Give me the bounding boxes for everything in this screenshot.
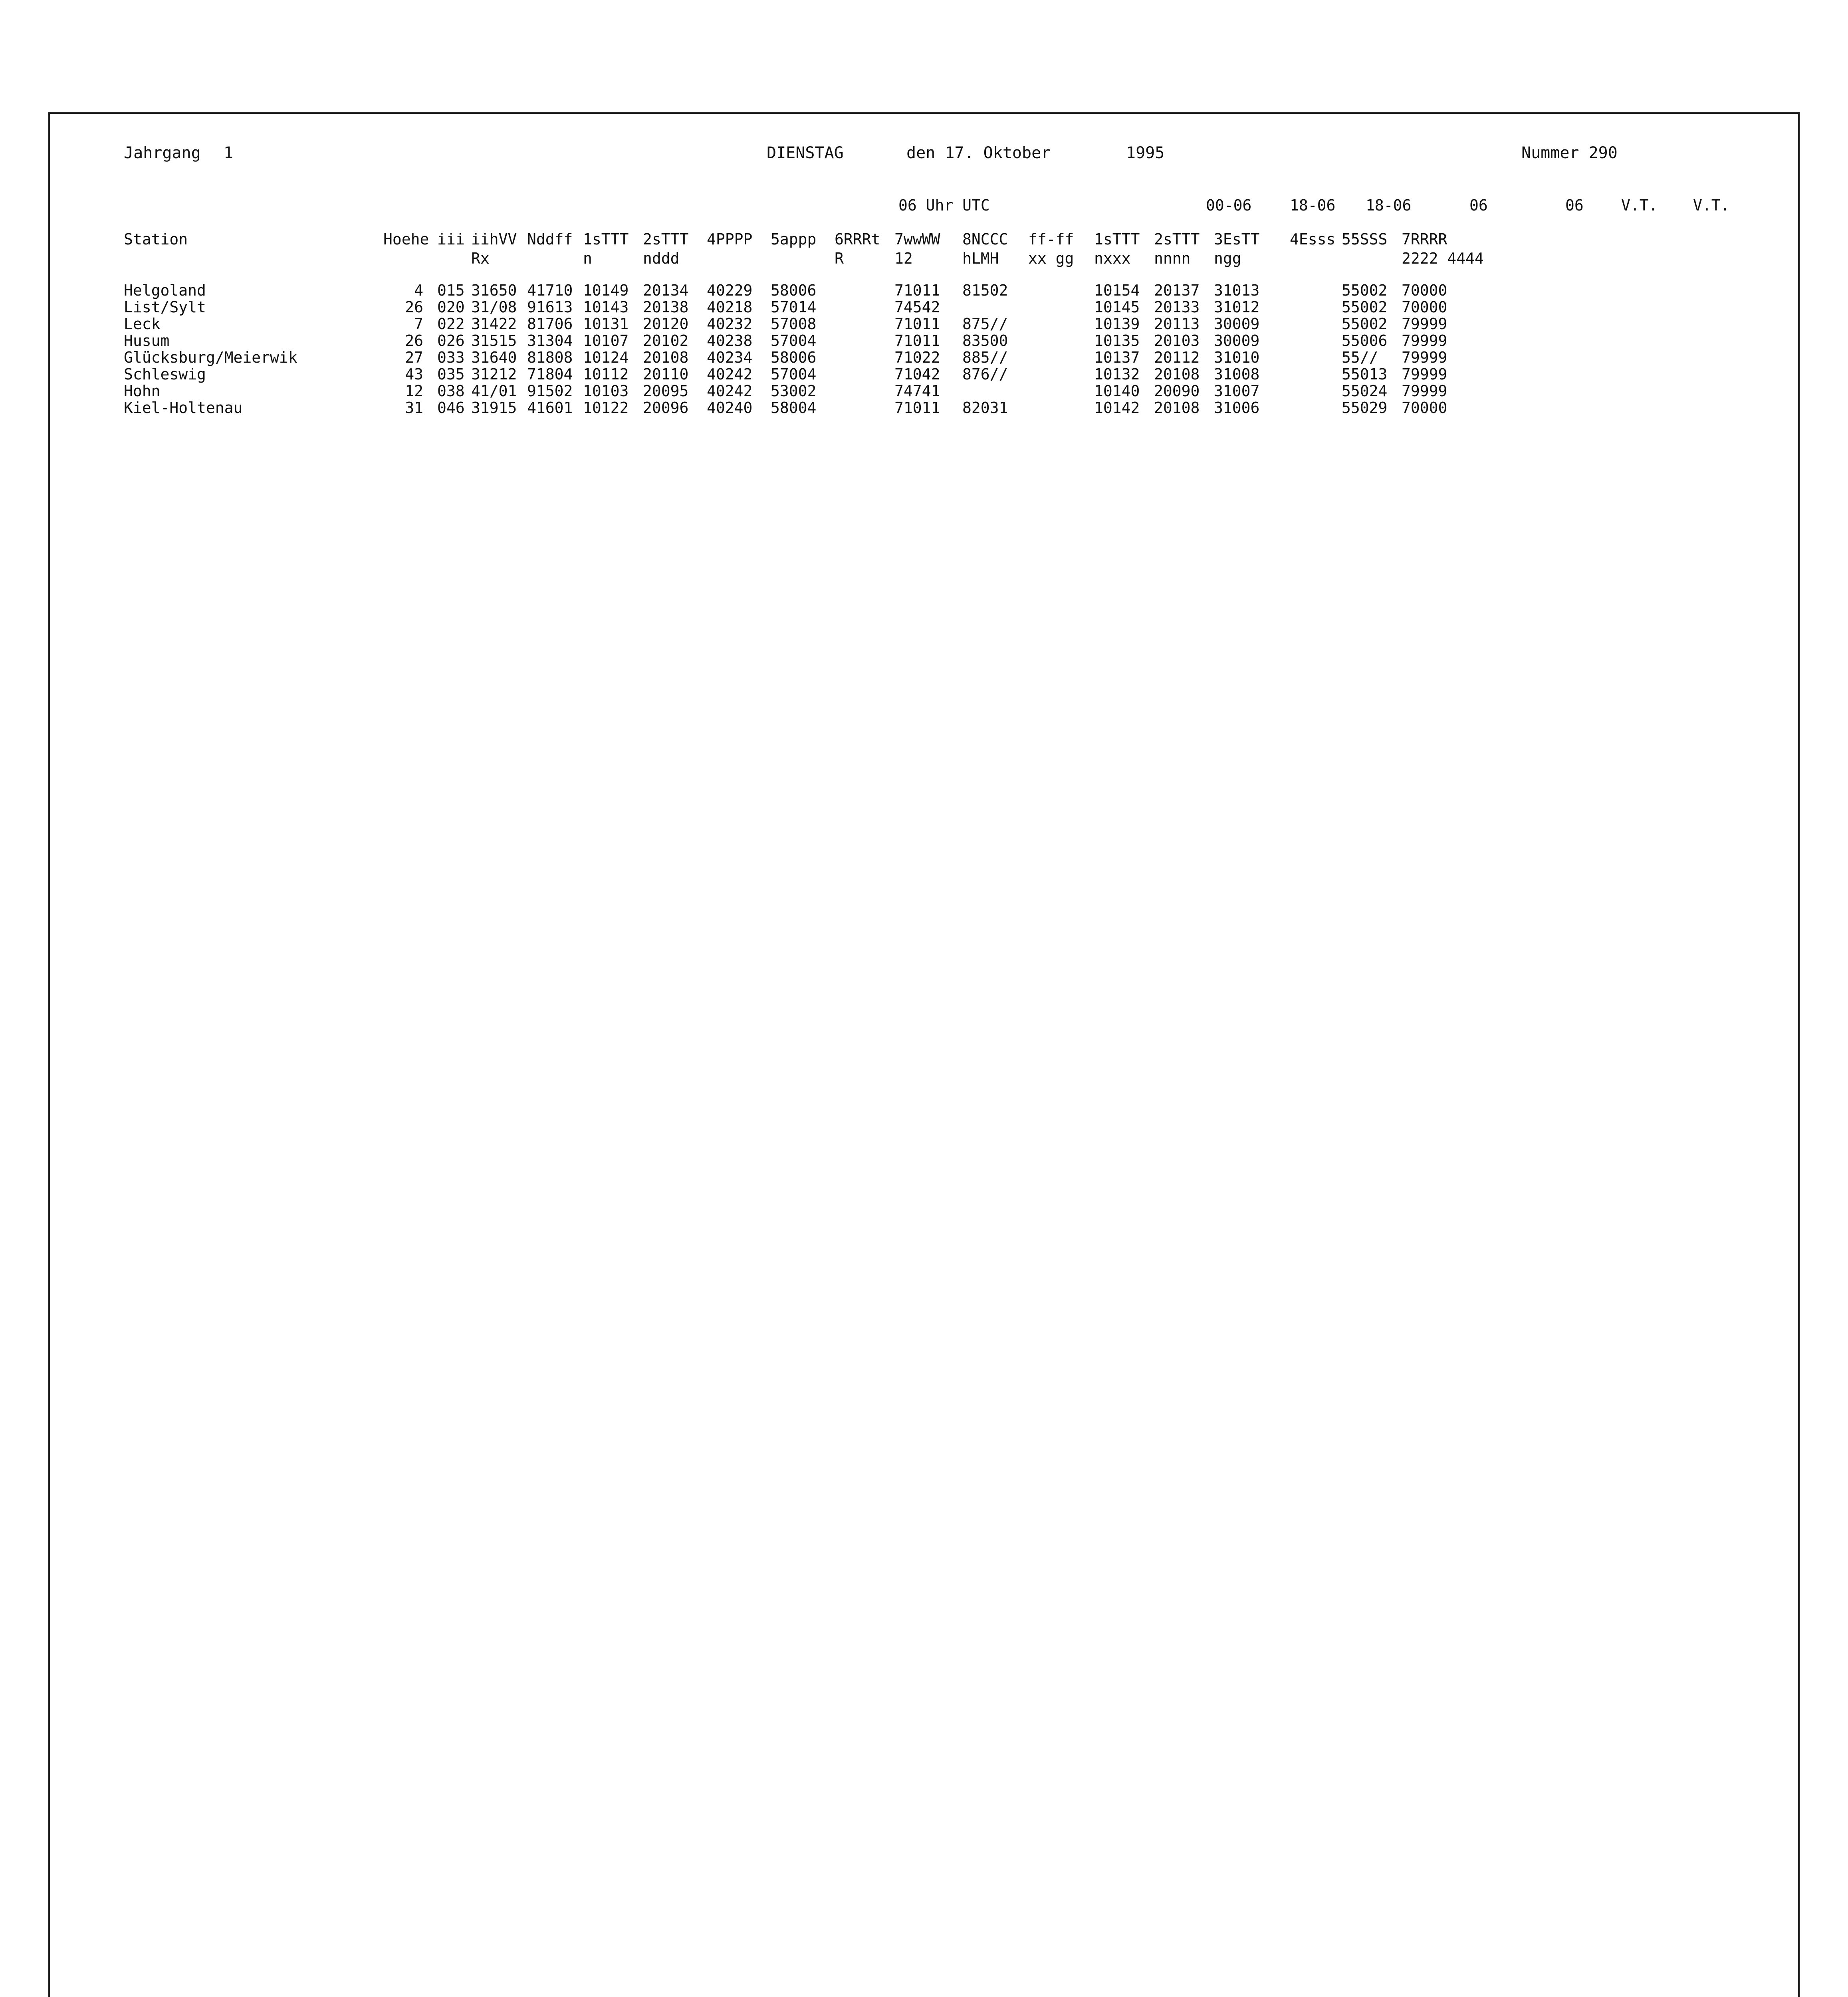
cell-a5: 53002 [771,382,817,400]
cell-t1b: 10135 [1094,332,1140,349]
cell-t1: 10124 [583,349,629,366]
cell-e3: 31013 [1214,282,1260,299]
column-heading: 1sTTT n [583,230,629,267]
date: den 17. Oktober [906,144,1051,162]
cell-w7: 71011 [894,282,940,299]
cell-t1: 10103 [583,382,629,400]
column-heading: Hoehe [383,230,429,248]
cell-t2: 20108 [643,349,689,366]
cell-e3: 31012 [1214,298,1260,316]
cell-p4: 40242 [707,365,753,383]
time-line: 06 Uhr UTC [898,197,990,214]
cell-r7: 79999 [1402,349,1447,366]
cell-t2b: 20133 [1154,298,1200,316]
cell-t2: 20096 [643,399,689,417]
cell-nddff: 81706 [527,315,573,333]
cell-n8: 83500 [962,332,1008,349]
weekday: DIENSTAG [767,144,844,162]
cell-t2: 20095 [643,382,689,400]
cell-nddff: 91613 [527,298,573,316]
column-heading: 2sTTT nnnn [1154,230,1200,267]
column-heading: 8NCCC hLMH [962,230,1008,267]
issue-number: Nummer 290 [1521,144,1618,162]
cell-w7: 71011 [894,399,940,417]
cell-iii: 038 [437,382,465,400]
station-name: Leck [124,315,161,333]
column-heading: 7RRRR 2222 4444 [1402,230,1484,267]
column-heading: 55SSS [1342,230,1388,248]
cell-a5: 57004 [771,365,817,383]
cell-s55: 55024 [1342,382,1388,400]
cell-a5: 57004 [771,332,817,349]
column-heading: ff-ff xx gg [1028,230,1074,267]
cell-r7: 79999 [1402,315,1447,333]
station-name: Helgoland [124,282,206,299]
cell-iihvv: 31212 [471,365,517,383]
cell-t1b: 10132 [1094,365,1140,383]
cell-iii: 015 [437,282,465,299]
column-heading: 1sTTT nxxx [1094,230,1140,267]
year: 1995 [1126,144,1165,162]
cell-t1: 10107 [583,332,629,349]
cell-a5: 57008 [771,315,817,333]
cell-r7: 70000 [1402,298,1447,316]
cell-t2b: 20113 [1154,315,1200,333]
cell-p4: 40242 [707,382,753,400]
cell-t2b: 20090 [1154,382,1200,400]
cell-p4: 40240 [707,399,753,417]
cell-hoehe: 31 [405,399,423,417]
cell-nddff: 41601 [527,399,573,417]
cell-r7: 79999 [1402,365,1447,383]
cell-t2b: 20103 [1154,332,1200,349]
cell-iihvv: 31515 [471,332,517,349]
period-label: 06 [1565,197,1584,214]
cell-t2b: 20108 [1154,365,1200,383]
cell-t2: 20138 [643,298,689,316]
cell-nddff: 41710 [527,282,573,299]
cell-p4: 40238 [707,332,753,349]
cell-t2b: 20112 [1154,349,1200,366]
period-label: V.T. [1621,197,1658,214]
cell-s55: 55029 [1342,399,1388,417]
column-heading: iii [437,230,465,248]
cell-s55: 55002 [1342,298,1388,316]
cell-p4: 40232 [707,315,753,333]
station-name: Schleswig [124,365,206,383]
cell-n8: 885// [962,349,1008,366]
cell-r7: 70000 [1402,399,1447,417]
station-name: Husum [124,332,170,349]
cell-iihvv: 31422 [471,315,517,333]
cell-w7: 74741 [894,382,940,400]
station-name: Glücksburg/Meierwik [124,349,297,366]
cell-w7: 74542 [894,298,940,316]
cell-w7: 71011 [894,332,940,349]
cell-hoehe: 12 [405,382,423,400]
column-heading: 7wwWW 12 [894,230,940,267]
cell-e3: 31007 [1214,382,1260,400]
cell-s55: 55013 [1342,365,1388,383]
cell-e3: 30009 [1214,332,1260,349]
cell-iii: 022 [437,315,465,333]
jahrgang-label: Jahrgang [124,144,201,162]
period-label: V.T. [1693,197,1730,214]
cell-t1: 10112 [583,365,629,383]
cell-hoehe: 43 [405,365,423,383]
column-heading: 4PPPP [707,230,753,248]
period-label: 00-06 [1206,197,1252,214]
column-heading: Station [124,230,188,248]
cell-e3: 31010 [1214,349,1260,366]
cell-n8: 82031 [962,399,1008,417]
cell-hoehe: 4 [414,282,423,299]
period-label: 06 [1469,197,1488,214]
cell-t1b: 10137 [1094,349,1140,366]
cell-nddff: 71804 [527,365,573,383]
cell-n8: 81502 [962,282,1008,299]
cell-hoehe: 26 [405,298,423,316]
cell-w7: 71011 [894,315,940,333]
cell-hoehe: 27 [405,349,423,366]
cell-iihvv: 31650 [471,282,517,299]
cell-p4: 40229 [707,282,753,299]
column-heading: Nddff [527,230,573,248]
cell-nddff: 91502 [527,382,573,400]
cell-p4: 40218 [707,298,753,316]
cell-s55: 55002 [1342,282,1388,299]
cell-r7: 79999 [1402,332,1447,349]
cell-t1b: 10142 [1094,399,1140,417]
column-heading: 3EsTT ngg [1214,230,1260,267]
jahrgang-value: 1 [224,144,234,162]
cell-r7: 79999 [1402,382,1447,400]
cell-iihvv: 31915 [471,399,517,417]
cell-w7: 71042 [894,365,940,383]
cell-t1: 10131 [583,315,629,333]
column-heading: iihVV Rx [471,230,517,267]
cell-w7: 71022 [894,349,940,366]
column-heading: 6RRRt R [835,230,880,267]
cell-p4: 40234 [707,349,753,366]
cell-iii: 020 [437,298,465,316]
period-label: 18-06 [1366,197,1412,214]
cell-t1b: 10154 [1094,282,1140,299]
cell-hoehe: 7 [414,315,423,333]
cell-t1: 10143 [583,298,629,316]
cell-iii: 046 [437,399,465,417]
cell-nddff: 31304 [527,332,573,349]
station-name: List/Sylt [124,298,206,316]
cell-t2b: 20108 [1154,399,1200,417]
cell-hoehe: 26 [405,332,423,349]
cell-r7: 70000 [1402,282,1447,299]
cell-iii: 026 [437,332,465,349]
cell-a5: 58006 [771,282,817,299]
column-heading: 4Esss [1290,230,1336,248]
cell-t2: 20102 [643,332,689,349]
cell-iihvv: 31/08 [471,298,517,316]
cell-nddff: 81808 [527,349,573,366]
cell-e3: 31006 [1214,399,1260,417]
cell-e3: 31008 [1214,365,1260,383]
cell-e3: 30009 [1214,315,1260,333]
cell-s55: 55006 [1342,332,1388,349]
cell-iii: 035 [437,365,465,383]
cell-s55: 55002 [1342,315,1388,333]
cell-t1b: 10139 [1094,315,1140,333]
cell-a5: 58004 [771,399,817,417]
column-heading: 5appp [771,230,817,248]
cell-n8: 875// [962,315,1008,333]
cell-t1b: 10140 [1094,382,1140,400]
cell-t1b: 10145 [1094,298,1140,316]
cell-t2: 20110 [643,365,689,383]
station-name: Kiel-Holtenau [124,399,243,417]
cell-t2b: 20137 [1154,282,1200,299]
cell-iihvv: 41/01 [471,382,517,400]
column-heading: 2sTTT nddd [643,230,689,267]
cell-s55: 55// [1342,349,1378,366]
cell-iii: 033 [437,349,465,366]
cell-t1: 10149 [583,282,629,299]
cell-n8: 876// [962,365,1008,383]
cell-iihvv: 31640 [471,349,517,366]
period-label: 18-06 [1290,197,1336,214]
cell-t2: 20134 [643,282,689,299]
cell-a5: 58006 [771,349,817,366]
station-name: Hohn [124,382,161,400]
cell-a5: 57014 [771,298,817,316]
cell-t1: 10122 [583,399,629,417]
cell-t2: 20120 [643,315,689,333]
